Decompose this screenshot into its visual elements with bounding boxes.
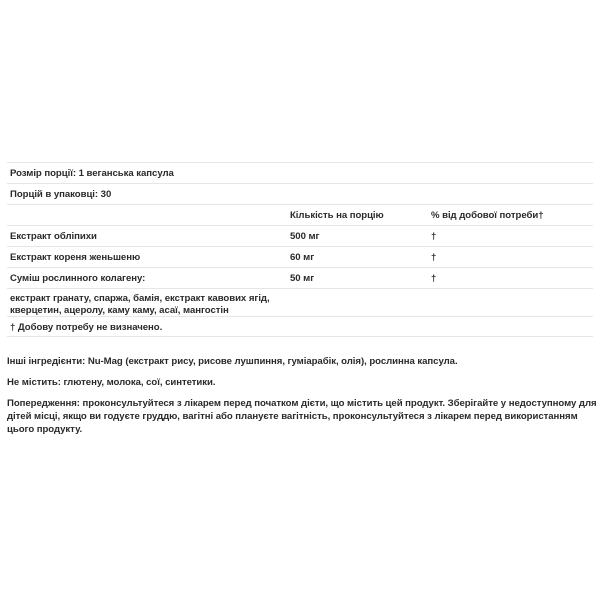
table-header-row bbox=[7, 204, 593, 225]
table-row bbox=[7, 225, 593, 246]
ingredient-daily-value: † bbox=[431, 273, 437, 284]
header-daily-value: % від добової потреби† bbox=[431, 210, 544, 221]
ingredient-name: Суміш рослинного колагену: bbox=[10, 273, 146, 284]
supplement-facts-table bbox=[7, 162, 593, 337]
ingredient-amount: 50 мг bbox=[290, 273, 315, 284]
product-notes bbox=[7, 355, 597, 444]
servings-per-container-text: Порцій в упаковці: 30 bbox=[10, 189, 112, 200]
blend-components-text: екстракт гранату, спаржа, бамія, екстракт кавових ягід, кверцетин, ацеролу, каму каму, асаї, мангостін bbox=[10, 293, 270, 316]
ingredient-name: Екстракт обліпихи bbox=[10, 231, 97, 242]
header-amount: Кількість на порцію bbox=[290, 210, 384, 221]
footnote-row bbox=[7, 316, 593, 337]
ingredient-name: Екстракт кореня женьшеню bbox=[10, 252, 141, 263]
other-ingredients-text: Інші інгредієнти: Nu-Mag (екстракт рису, рисове лушпиння, гуміарабік, олія), рослинна капсула. bbox=[7, 356, 458, 367]
warning-text: Попередження: проконсультуйтеся з лікарем перед початком дієти, що містить цей продукт. Зберігайте у недоступному для дітей місці, якщо ви годуєте груддю, вагітні або плануєте вагітність, проконсультуйтеся з лікарем перед використанням цього продукту. bbox=[7, 398, 597, 435]
ingredient-daily-value: † bbox=[431, 231, 437, 242]
serving-size-row bbox=[7, 162, 593, 183]
blend-components-row bbox=[7, 288, 593, 316]
ingredient-daily-value: † bbox=[431, 252, 437, 263]
table-row bbox=[7, 267, 593, 288]
servings-per-container-row bbox=[7, 183, 593, 204]
serving-size-text: Розмір порції: 1 веганська капсула bbox=[10, 168, 174, 179]
ingredient-amount: 60 мг bbox=[290, 252, 315, 263]
ingredient-amount: 500 мг bbox=[290, 231, 320, 242]
table-row bbox=[7, 246, 593, 267]
free-of-text: Не містить: глютену, молока, сої, синтетики. bbox=[7, 377, 216, 388]
footnote-text: † Добову потребу не визначено. bbox=[10, 322, 163, 333]
